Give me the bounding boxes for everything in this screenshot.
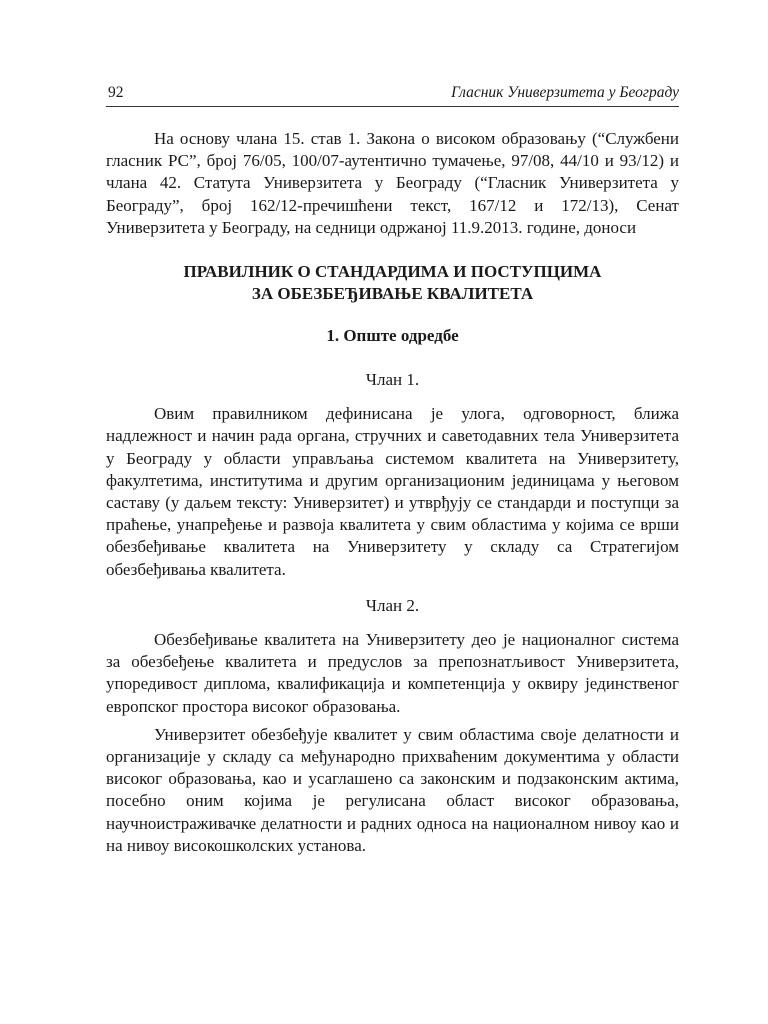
document-title-line-1: ПРАВИЛНИК О СТАНДАРДИМА И ПОСТУПЦИМА (183, 262, 602, 282)
article-2-paragraph-2: Универзитет обезбеђује квалитет у свим областима своје делатности и организације у складу са међународно прихваћеним документима у области високог образовања, као и усаглашено са законским и подзаконским актима, посебно оним којима је регулисана област високог образовања, научноистраживачке делатности и радних односа на националном нивоу као и на нивоу високошколских установа. (106, 724, 679, 855)
page-number: 92 (108, 84, 124, 101)
document-title (106, 261, 679, 305)
intro-paragraph: На основу члана 15. став 1. Закона о високом образовању (“Службени гласник РС”, број 76/05, 100/07-аутентично тумачење, 97/08, 44/10 и 93/12) и члана 42. Статута Универзитета у Београду (“Гласник Универзитета у Београду”, број 162/12-пречишћени текст, 167/12 и 172/13), Сенат Универзитета у Београду, на седници одржаној 11.9.2013. године, доноси (106, 129, 679, 237)
running-title: Гласник Универзитета у Београду (451, 84, 679, 101)
article-2-paragraph-1: Обезбеђивање квалитета на Универзитету део је националног система за обезбеђење квалитета и предуслов за препознатљивост Универзитета, упоредивост диплома, квалификација и компетенција у оквиру јединственог европског простора високог образовања. (106, 630, 679, 716)
section-heading: 1. Опште одредбе (326, 326, 459, 346)
page-header (106, 82, 679, 107)
article-2-label: Члан 2. (365, 595, 420, 615)
article-1-label: Члан 1. (365, 370, 420, 390)
document-title-line-2: ЗА ОБЕЗБЕЂИВАЊЕ КВАЛИТЕТА (251, 284, 534, 304)
article-1-paragraph-1: Овим правилником дефинисана је улога, одговорност, ближа надлежност и начин рада органа, стручних и саветодавних тела Универзитета у Београду у области управљања системом квалитета на Универзитету, факултетима, институтима и другим организационим јединицама у његовом саставу (у даљем тексту: Универзитет) и утврђују се стандарди и поступци за праћење, унапређење и развоја квалитета у свим областима у којима се врши обезбеђивање квалитета на Универзитету у складу са Стратегијом обезбеђивања квалитета. (106, 404, 679, 579)
page-content (106, 128, 679, 857)
